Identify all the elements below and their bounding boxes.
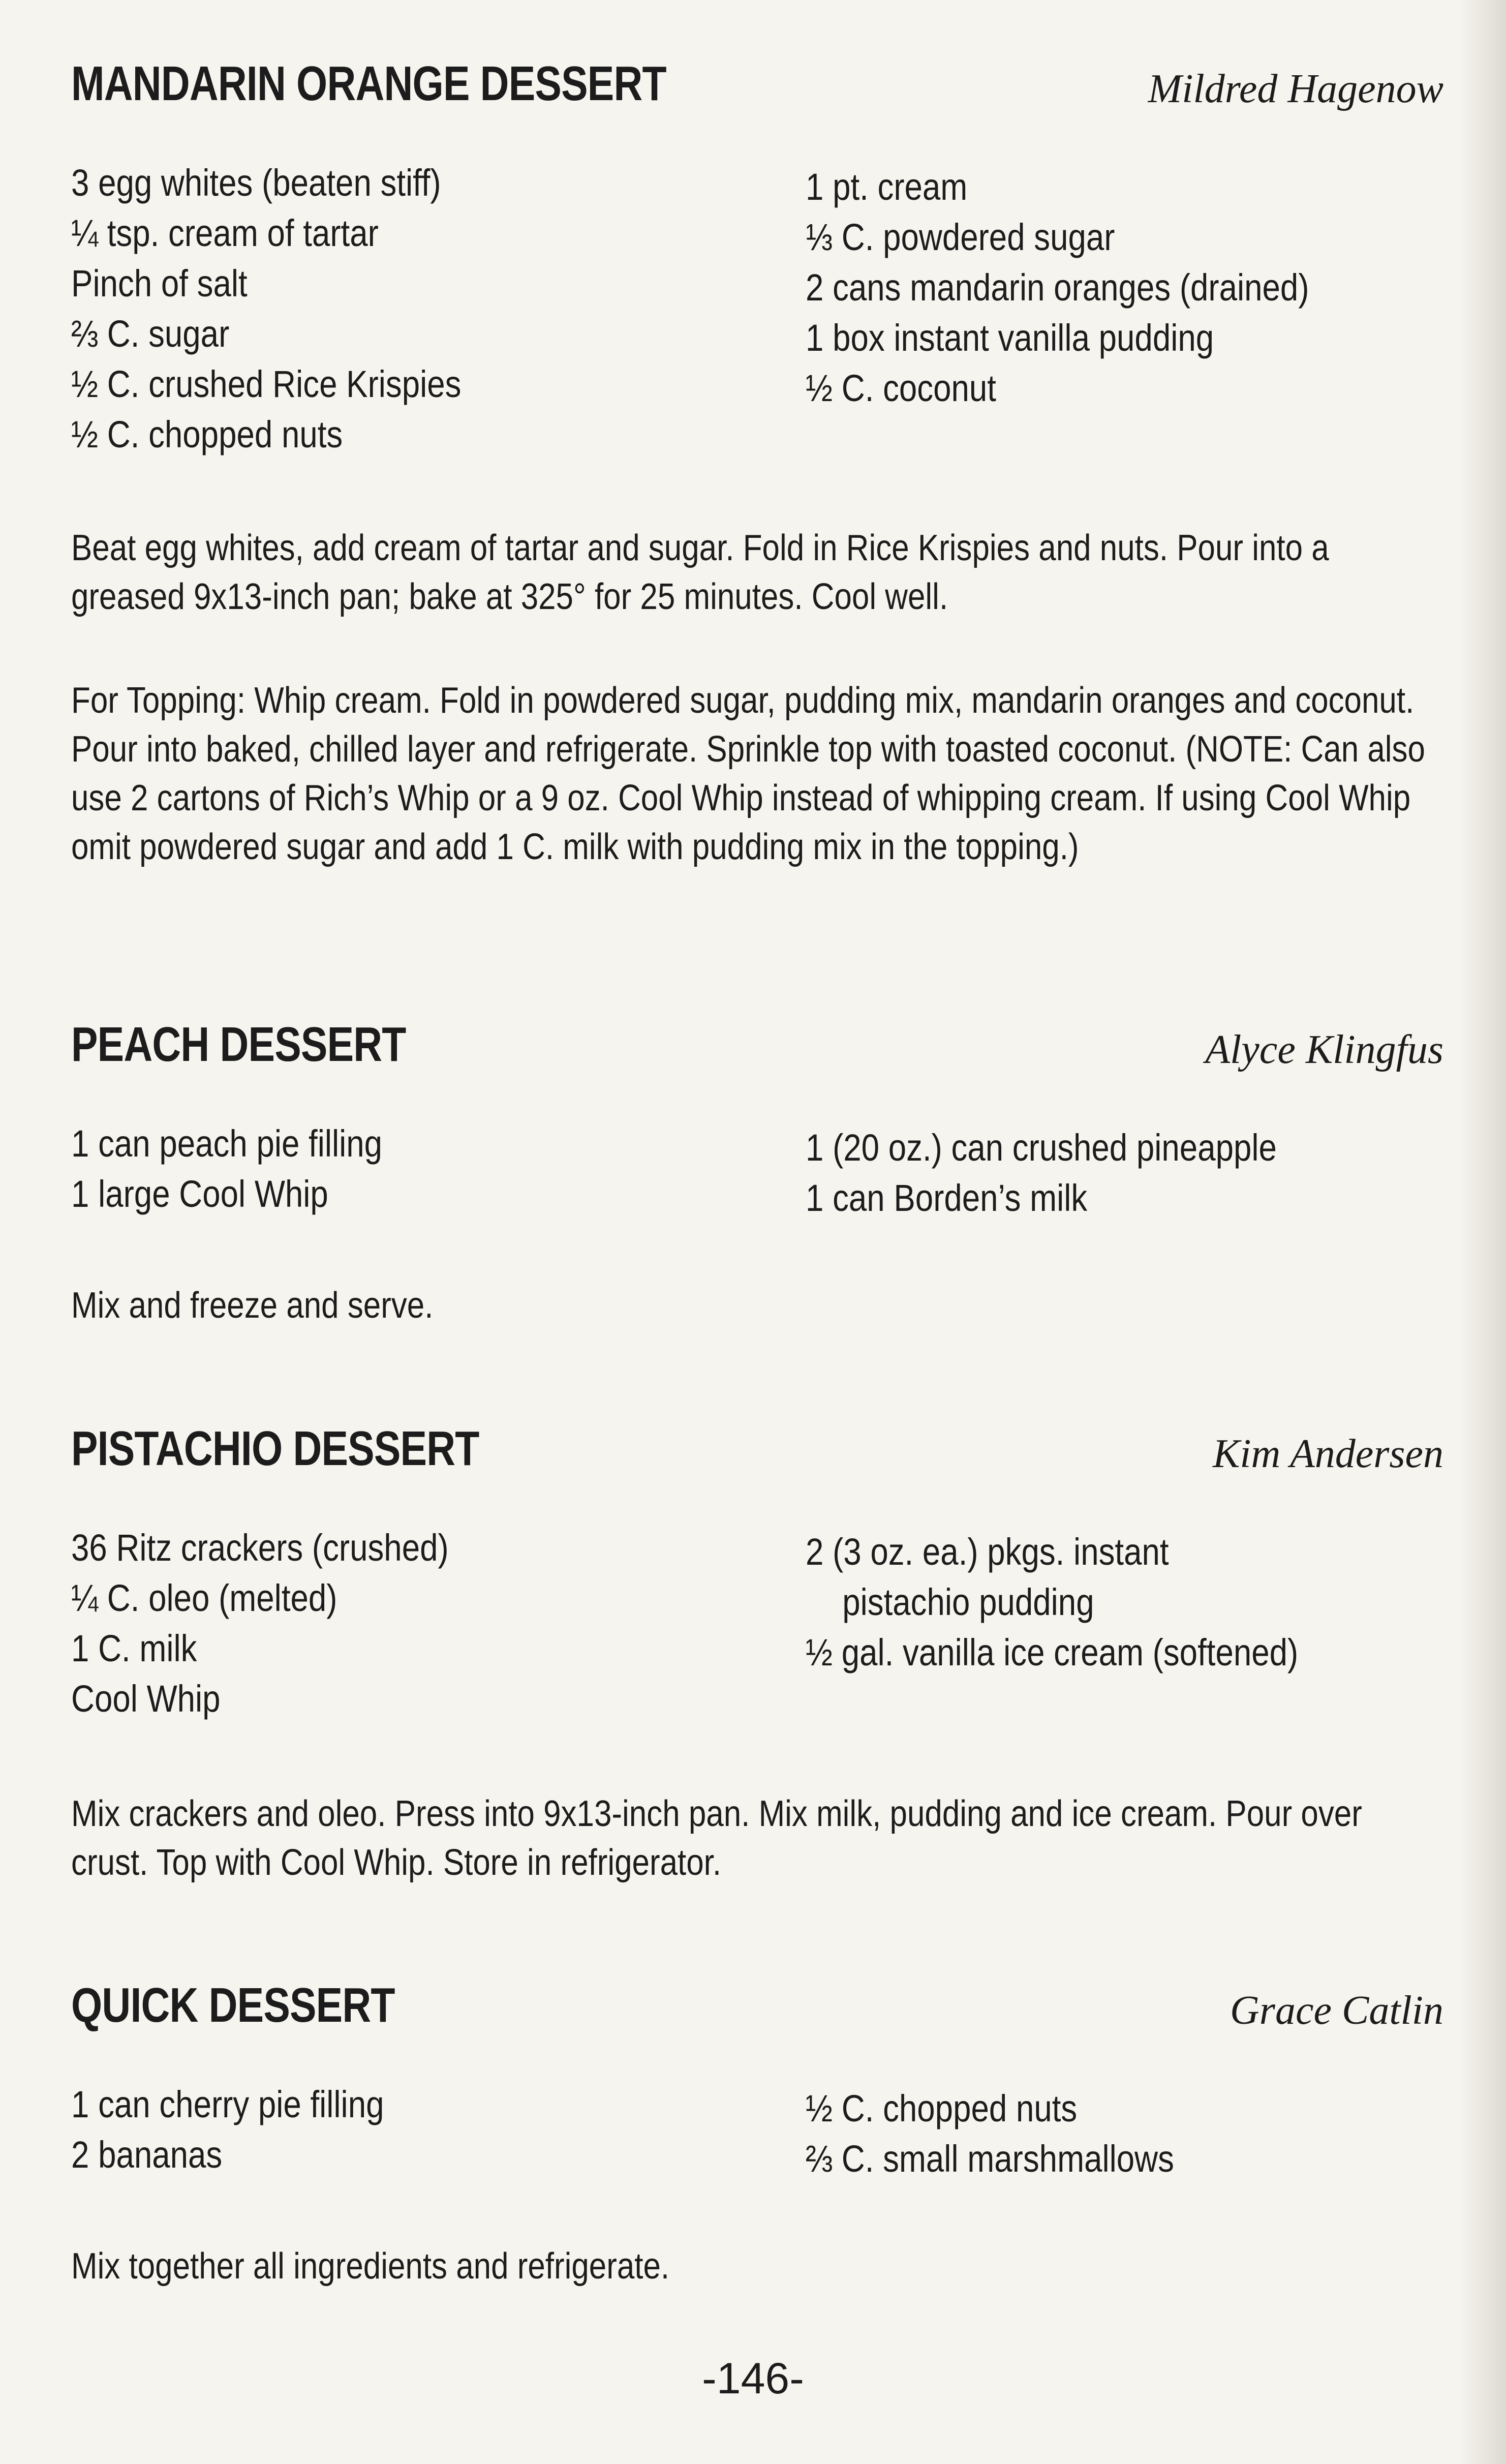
recipe-header: [71, 1421, 1443, 1487]
ingredient: ⅓ C. powdered sugar: [806, 216, 1115, 258]
ingredients: [71, 158, 1443, 463]
recipe-mandarin-orange-dessert: [71, 56, 1443, 867]
ingredients-left-column: [71, 1118, 783, 1219]
ingredient: 2 bananas: [71, 2134, 223, 2176]
ingredient: Cool Whip: [71, 1678, 221, 1720]
ingredient: ⅔ C. small marshmallows: [806, 2138, 1174, 2180]
ingredients-right-column: [806, 2083, 1466, 2184]
ingredient: 3 egg whites (beaten stiff): [71, 162, 441, 204]
recipe-title: MANDARIN ORANGE DESSERT: [71, 56, 666, 111]
ingredient: ¼ C. oleo (melted): [71, 1577, 337, 1619]
recipe-header: [71, 1978, 1443, 2044]
recipe-peach-dessert: [71, 1017, 1443, 1326]
recipe-title: PISTACHIO DESSERT: [71, 1421, 479, 1476]
recipe-quick-dessert: [71, 1978, 1443, 2287]
ingredient: 1 can peach pie filling: [71, 1122, 383, 1165]
ingredient: ½ C. chopped nuts: [806, 2087, 1078, 2130]
ingredients-right-column: [806, 162, 1466, 413]
ingredient: ½ gal. vanilla ice cream (softened): [806, 1631, 1299, 1674]
ingredient: 1 can cherry pie filling: [71, 2083, 384, 2125]
ingredient: ¼ tsp. cream of tartar: [71, 212, 379, 254]
ingredient: 1 C. milk: [71, 1627, 197, 1669]
recipe-topping-directions: For Topping: Whip cream. Fold in powdered sugar, pudding mix, mandarin oranges and coconut. Pour into baked, chilled layer and refrigerate. Sprinkle top with toasted coconut. (NOTE: Can also use 2 cartons of Rich’s Whip or a 9 oz. Cool Whip instead of whipping cream. If using Cool Whip omit powdered sugar and add 1 C. milk with pudding mix in the topping.): [71, 680, 1425, 867]
ingredient: 36 Ritz crackers (crushed): [71, 1527, 449, 1569]
recipe-directions: Mix crackers and oleo. Press into 9x13-inch pan. Mix milk, pudding and ice cream. Pour over crust. Top with Cool Whip. Store in refrigerator.: [71, 1793, 1362, 1883]
ingredient: ⅔ C. sugar: [71, 313, 230, 355]
recipe-author: Alyce Klingfus: [1205, 1027, 1443, 1072]
ingredient: ½ C. coconut: [806, 367, 996, 409]
recipe-directions: Mix together all ingredients and refrigerate.: [71, 2246, 670, 2287]
ingredients: [71, 2079, 1443, 2181]
ingredients-left-column: [71, 158, 783, 460]
ingredient: pistachio pudding: [842, 1581, 1094, 1623]
ingredient: 1 can Borden’s milk: [806, 1177, 1088, 1219]
ingredient: 1 box instant vanilla pudding: [806, 317, 1214, 359]
ingredients-left-column: [71, 2079, 783, 2180]
ingredients: [71, 1523, 1443, 1726]
recipe-directions: Mix and freeze and serve.: [71, 1285, 434, 1326]
ingredient: 2 cans mandarin oranges (drained): [806, 266, 1309, 309]
page-number: -146-: [702, 2354, 804, 2403]
ingredient: 1 large Cool Whip: [71, 1173, 328, 1215]
ingredient: 1 (20 oz.) can crushed pineapple: [806, 1127, 1277, 1169]
recipe-directions: Beat egg whites, add cream of tartar and sugar. Fold in Rice Krispies and nuts. Pour into a greased 9x13-inch pan; bake at 325° for 25 minutes. Cool well.: [71, 528, 1329, 617]
ingredients-right-column: [806, 1122, 1466, 1223]
ingredient: ½ C. crushed Rice Krispies: [71, 363, 462, 405]
recipe-header: [71, 1017, 1443, 1083]
recipe-author: Kim Andersen: [1212, 1432, 1443, 1476]
recipe-header: [71, 56, 1443, 122]
recipe-author: Mildred Hagenow: [1148, 67, 1443, 111]
ingredients: [71, 1118, 1443, 1220]
ingredients-left-column: [71, 1523, 783, 1724]
page-binding-shadow: [1460, 0, 1506, 2464]
recipe-title: PEACH DESSERT: [71, 1017, 406, 1072]
ingredient: 2 (3 oz. ea.) pkgs. instant: [806, 1531, 1169, 1573]
ingredient: 1 pt. cream: [806, 166, 968, 208]
ingredients-right-column: [806, 1527, 1466, 1678]
recipe-pistachio-dessert: [71, 1421, 1443, 1883]
ingredient: ½ C. chopped nuts: [71, 413, 343, 455]
ingredient: Pinch of salt: [71, 262, 248, 305]
recipe-author: Grace Catlin: [1230, 1988, 1443, 2033]
recipe-title: QUICK DESSERT: [71, 1978, 395, 2032]
